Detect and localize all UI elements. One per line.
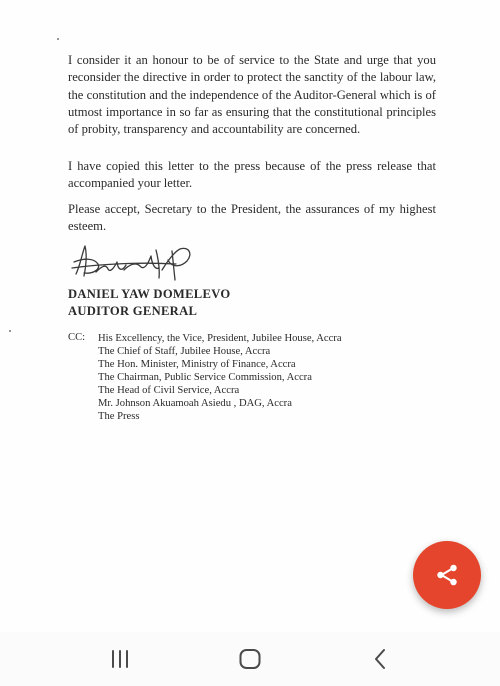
letter-paragraph: I have copied this letter to the press because of the press release that accompanied your letter. bbox=[68, 159, 436, 191]
handwritten-signature bbox=[70, 240, 200, 286]
system-navigation-bar bbox=[0, 632, 500, 686]
recent-apps-button[interactable] bbox=[100, 644, 140, 674]
cc-label: CC: bbox=[68, 332, 86, 343]
letter-paragraph: Please accept, Secretary to the President, the assurances of my highest esteem. bbox=[68, 202, 436, 234]
share-button[interactable] bbox=[413, 541, 481, 609]
back-button[interactable] bbox=[360, 644, 400, 674]
share-icon bbox=[434, 562, 460, 588]
cc-list bbox=[98, 332, 342, 423]
home-icon bbox=[238, 648, 262, 670]
back-icon bbox=[371, 648, 389, 670]
cc-recipient: The Chairman, Public Service Commission, Accra bbox=[98, 372, 312, 383]
recent-apps-icon bbox=[109, 649, 131, 669]
cc-recipient: His Excellency, the Vice, President, Jubilee House, Accra bbox=[98, 333, 342, 344]
cc-recipient: The Hon. Minister, Ministry of Finance, Accra bbox=[98, 359, 296, 370]
letter-paragraph: I consider it an honour to be of service to the State and urge that you reconsider the directive in order to protect the sanctity of the labour law, the constitution and the independence of the Auditor-General which is of utmost importance in so far as ensuring that the constitutional principles of probity, transparency and accountability are concerned. bbox=[68, 53, 436, 137]
scan-speck bbox=[9, 330, 11, 332]
signer-name: DANIEL YAW DOMELEVO bbox=[68, 287, 231, 301]
scan-speck bbox=[57, 38, 59, 40]
home-button[interactable] bbox=[230, 644, 270, 674]
cc-recipient: The Head of Civil Service, Accra bbox=[98, 385, 240, 396]
cc-recipient: The Chief of Staff, Jubilee House, Accra bbox=[98, 346, 271, 357]
signer-title: AUDITOR GENERAL bbox=[68, 304, 198, 318]
cc-recipient: The Press bbox=[98, 411, 140, 422]
cc-recipient: Mr. Johnson Akuamoah Asiedu , DAG, Accra bbox=[98, 398, 292, 409]
